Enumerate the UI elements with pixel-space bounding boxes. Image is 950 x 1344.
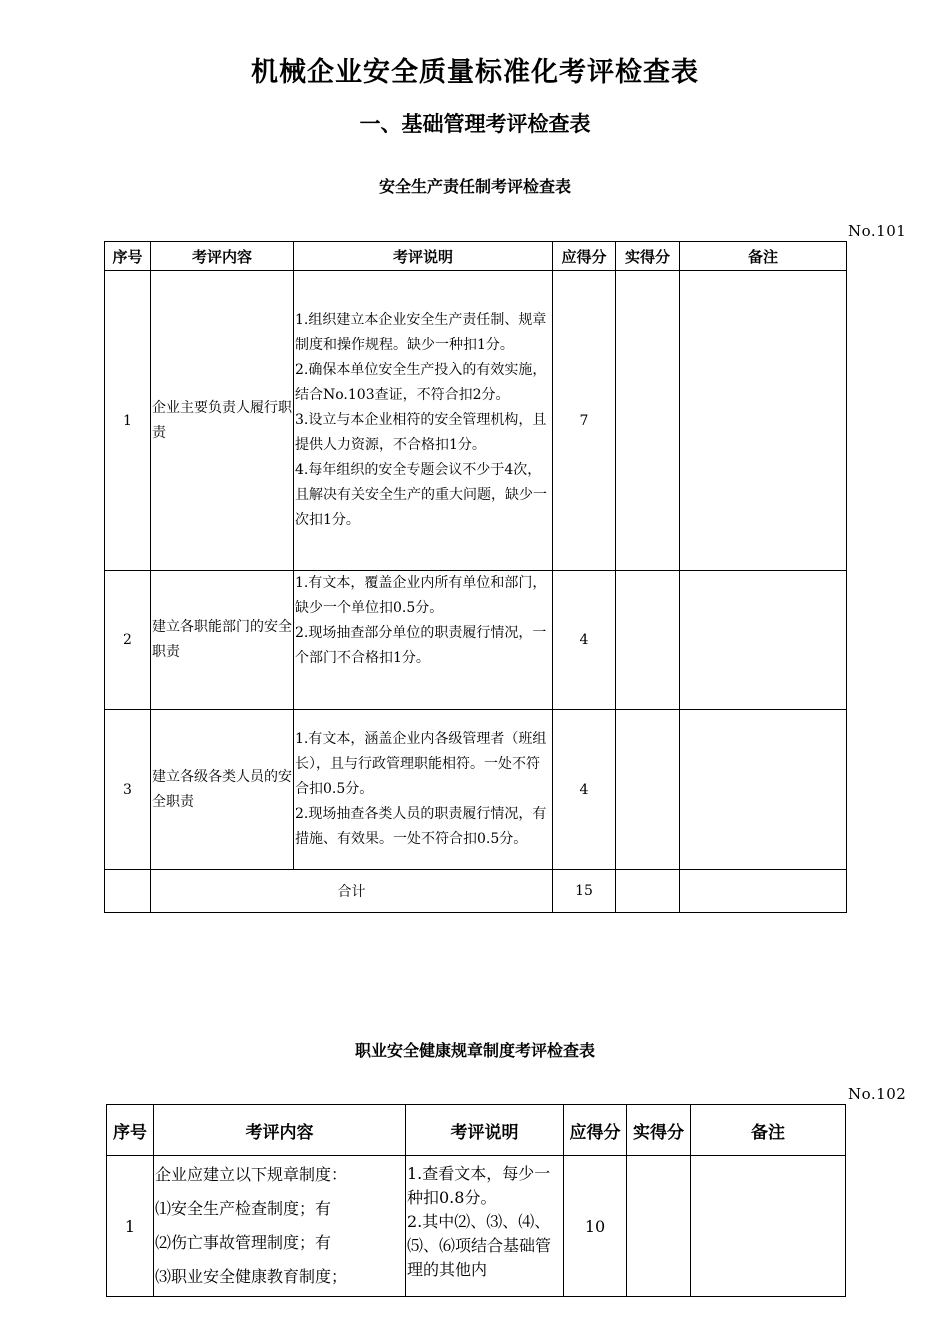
row-content: 建立各职能部门的安全职责 <box>151 571 294 710</box>
row-remark-cell[interactable] <box>691 1156 846 1297</box>
row-actual-score-cell[interactable] <box>616 710 680 870</box>
row-seq: 2 <box>105 571 151 710</box>
total-actual-cell[interactable] <box>616 870 680 913</box>
table2-number: No.102 <box>848 1085 907 1103</box>
header-actual: 实得分 <box>627 1105 691 1156</box>
table-row <box>105 571 847 710</box>
table-header-row <box>105 242 847 271</box>
table-row <box>107 1156 846 1297</box>
row-score: 7 <box>553 271 616 571</box>
header-remark: 备注 <box>691 1105 846 1156</box>
header-content: 考评内容 <box>151 242 294 271</box>
header-actual: 实得分 <box>616 242 680 271</box>
row-score: 4 <box>553 710 616 870</box>
table-row <box>105 271 847 571</box>
total-label: 合计 <box>151 870 553 913</box>
row-remark-cell[interactable] <box>680 271 847 571</box>
row-description: 1.组织建立本企业安全生产责任制、规章制度和操作规程。缺少一种扣1分。 2.确保本单位安全生产投入的有效实施，结合No.103查证，不符合扣2分。 3.设立与本企业相符的安全管理机构，且提供人力资源，不合格扣1分。 4.每年组织的安全专题会议不少于4次，且解决有关安全生产的重大问题，缺少一次扣1分。 <box>294 271 553 571</box>
row-seq: 1 <box>107 1156 154 1297</box>
section-title: 一、基础管理考评检查表 <box>359 112 591 136</box>
row-actual-score-cell[interactable] <box>616 271 680 571</box>
regulations-checklist-table <box>106 1104 846 1297</box>
table2-caption: 职业安全健康规章制度考评检查表 <box>354 1041 595 1060</box>
document-title: 机械企业安全质量标准化考评检查表 <box>251 57 699 88</box>
row-content: 企业应建立以下规章制度： ⑴安全生产检查制度；有 ⑵伤亡事故管理制度；有 ⑶职业安全健康教育制度； <box>154 1156 406 1297</box>
table1-caption: 安全生产责任制考评检查表 <box>378 177 571 196</box>
table-header-row <box>107 1105 846 1156</box>
row-content: 建立各级各类人员的安全职责 <box>151 710 294 870</box>
row-score: 4 <box>553 571 616 710</box>
header-description: 考评说明 <box>406 1105 564 1156</box>
header-score: 应得分 <box>553 242 616 271</box>
responsibility-checklist-table <box>104 241 847 913</box>
row-score: 10 <box>564 1156 627 1297</box>
row-seq: 1 <box>105 271 151 571</box>
header-score: 应得分 <box>564 1105 627 1156</box>
row-remark-cell[interactable] <box>680 710 847 870</box>
row-actual-score-cell[interactable] <box>627 1156 691 1297</box>
header-seq: 序号 <box>107 1105 154 1156</box>
header-seq: 序号 <box>105 242 151 271</box>
table1-number: No.101 <box>848 222 907 240</box>
row-description: 1.有文本，涵盖企业内各级管理者（班组长），且与行政管理职能相符。一处不符合扣0.5分。 2.现场抽查各类人员的职责履行情况，有措施、有效果。一处不符合扣0.5分。 <box>294 710 553 870</box>
row-seq: 3 <box>105 710 151 870</box>
total-seq-cell <box>105 870 151 913</box>
table-row <box>105 710 847 870</box>
row-description: 1.有文本，覆盖企业内所有单位和部门，缺少一个单位扣0.5分。 2.现场抽查部分单位的职责履行情况，一个部门不合格扣1分。 <box>294 571 553 710</box>
total-score: 15 <box>553 870 616 913</box>
header-content: 考评内容 <box>154 1105 406 1156</box>
header-remark: 备注 <box>680 242 847 271</box>
row-actual-score-cell[interactable] <box>616 571 680 710</box>
table-total-row <box>105 870 847 913</box>
row-description: 1.查看文本，每少一种扣0.8分。 2.其中⑵、⑶、⑷、⑸、⑹项结合基础管理的其他内 <box>406 1156 564 1297</box>
row-content: 企业主要负责人履行职责 <box>151 271 294 571</box>
total-remark-cell[interactable] <box>680 870 847 913</box>
row-remark-cell[interactable] <box>680 571 847 710</box>
header-description: 考评说明 <box>294 242 553 271</box>
